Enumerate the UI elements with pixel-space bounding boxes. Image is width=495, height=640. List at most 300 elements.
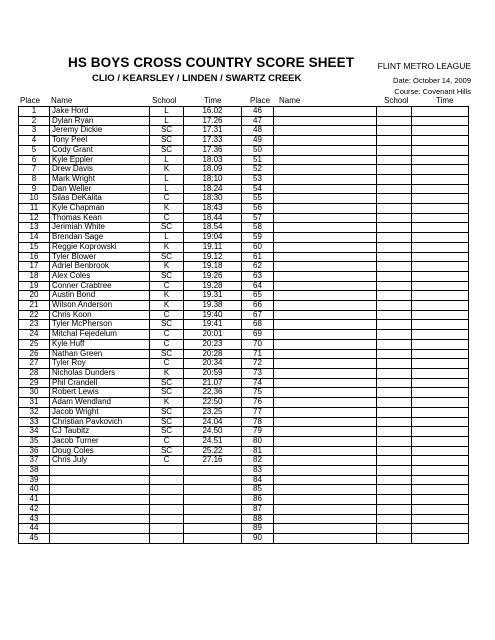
name-cell[interactable]: Nicholas Dunders: [50, 368, 150, 378]
name-cell[interactable]: [274, 475, 377, 485]
time-cell[interactable]: [412, 388, 469, 398]
time-cell[interactable]: [412, 204, 469, 214]
school-cell[interactable]: C: [150, 213, 184, 223]
name-cell[interactable]: [274, 485, 377, 495]
place-cell[interactable]: 62: [242, 262, 274, 272]
name-cell[interactable]: Chris July: [50, 456, 150, 466]
name-cell[interactable]: Phil Crandell: [50, 378, 150, 388]
school-cell[interactable]: SC: [150, 417, 184, 427]
school-cell[interactable]: [150, 475, 184, 485]
name-cell[interactable]: [274, 233, 377, 243]
time-cell[interactable]: [412, 242, 469, 252]
school-cell[interactable]: [377, 242, 412, 252]
time-cell[interactable]: [412, 398, 469, 408]
place-cell[interactable]: 26: [19, 349, 50, 359]
school-cell[interactable]: [377, 145, 412, 155]
name-cell[interactable]: Tyler McPherson: [50, 320, 150, 330]
name-cell[interactable]: [50, 485, 150, 495]
time-cell[interactable]: [412, 339, 469, 349]
school-cell[interactable]: [377, 301, 412, 311]
time-cell[interactable]: [412, 456, 469, 466]
time-cell[interactable]: 18.54: [184, 223, 242, 233]
name-cell[interactable]: Dylan Ryan: [50, 116, 150, 126]
time-cell[interactable]: [184, 495, 242, 505]
place-cell[interactable]: 10: [19, 194, 50, 204]
school-cell[interactable]: L: [150, 155, 184, 165]
name-cell[interactable]: [50, 524, 150, 534]
place-cell[interactable]: 37: [19, 456, 50, 466]
school-cell[interactable]: [150, 514, 184, 524]
school-cell[interactable]: L: [150, 174, 184, 184]
time-cell[interactable]: 19:40: [184, 310, 242, 320]
school-cell[interactable]: [377, 407, 412, 417]
school-cell[interactable]: [377, 320, 412, 330]
name-cell[interactable]: [274, 271, 377, 281]
school-cell[interactable]: K: [150, 242, 184, 252]
place-cell[interactable]: 17: [19, 262, 50, 272]
place-cell[interactable]: 69: [242, 330, 274, 340]
place-cell[interactable]: 43: [19, 514, 50, 524]
school-cell[interactable]: SC: [150, 136, 184, 146]
place-cell[interactable]: 6: [19, 155, 50, 165]
school-cell[interactable]: [377, 514, 412, 524]
place-cell[interactable]: 66: [242, 301, 274, 311]
name-cell[interactable]: Kyle Chapman: [50, 204, 150, 214]
school-cell[interactable]: [150, 524, 184, 534]
name-cell[interactable]: Brendan Sage: [50, 233, 150, 243]
place-cell[interactable]: 58: [242, 223, 274, 233]
school-cell[interactable]: [150, 485, 184, 495]
school-cell[interactable]: [377, 213, 412, 223]
time-cell[interactable]: [412, 359, 469, 369]
name-cell[interactable]: Drew Davis: [50, 165, 150, 175]
place-cell[interactable]: 56: [242, 204, 274, 214]
school-cell[interactable]: SC: [150, 223, 184, 233]
name-cell[interactable]: Cody Grant: [50, 145, 150, 155]
place-cell[interactable]: 20: [19, 291, 50, 301]
place-cell[interactable]: 12: [19, 213, 50, 223]
place-cell[interactable]: 29: [19, 378, 50, 388]
time-cell[interactable]: 18.44: [184, 213, 242, 223]
name-cell[interactable]: [274, 174, 377, 184]
place-cell[interactable]: 32: [19, 407, 50, 417]
time-cell[interactable]: 17.36: [184, 145, 242, 155]
place-cell[interactable]: 40: [19, 485, 50, 495]
time-cell[interactable]: 19.38: [184, 301, 242, 311]
place-cell[interactable]: 18: [19, 271, 50, 281]
school-cell[interactable]: K: [150, 301, 184, 311]
time-cell[interactable]: 19.18: [184, 262, 242, 272]
place-cell[interactable]: 83: [242, 466, 274, 476]
place-cell[interactable]: 19: [19, 281, 50, 291]
name-cell[interactable]: [274, 417, 377, 427]
school-cell[interactable]: [377, 368, 412, 378]
time-cell[interactable]: [184, 514, 242, 524]
name-cell[interactable]: [274, 388, 377, 398]
place-cell[interactable]: 71: [242, 349, 274, 359]
place-cell[interactable]: 61: [242, 252, 274, 262]
place-cell[interactable]: 15: [19, 242, 50, 252]
place-cell[interactable]: 5: [19, 145, 50, 155]
name-cell[interactable]: Mark Wright: [50, 174, 150, 184]
school-cell[interactable]: L: [150, 107, 184, 117]
school-cell[interactable]: [377, 388, 412, 398]
place-cell[interactable]: 55: [242, 194, 274, 204]
place-cell[interactable]: 39: [19, 475, 50, 485]
school-cell[interactable]: [377, 485, 412, 495]
time-cell[interactable]: [412, 407, 469, 417]
time-cell[interactable]: [412, 107, 469, 117]
name-cell[interactable]: [274, 301, 377, 311]
school-cell[interactable]: K: [150, 398, 184, 408]
school-cell[interactable]: C: [150, 194, 184, 204]
time-cell[interactable]: 18.24: [184, 184, 242, 194]
name-cell[interactable]: [274, 281, 377, 291]
place-cell[interactable]: 67: [242, 310, 274, 320]
name-cell[interactable]: Reggie Koprowski: [50, 242, 150, 252]
name-cell[interactable]: [274, 368, 377, 378]
place-cell[interactable]: 87: [242, 504, 274, 514]
school-cell[interactable]: [377, 339, 412, 349]
school-cell[interactable]: [377, 281, 412, 291]
time-cell[interactable]: [412, 378, 469, 388]
place-cell[interactable]: 27: [19, 359, 50, 369]
place-cell[interactable]: 44: [19, 524, 50, 534]
school-cell[interactable]: [377, 116, 412, 126]
name-cell[interactable]: Jerimiah White: [50, 223, 150, 233]
name-cell[interactable]: [50, 475, 150, 485]
place-cell[interactable]: 42: [19, 504, 50, 514]
place-cell[interactable]: 68: [242, 320, 274, 330]
name-cell[interactable]: [274, 495, 377, 505]
time-cell[interactable]: [412, 262, 469, 272]
school-cell[interactable]: [377, 533, 412, 543]
place-cell[interactable]: 90: [242, 533, 274, 543]
place-cell[interactable]: 1: [19, 107, 50, 117]
school-cell[interactable]: L: [150, 116, 184, 126]
place-cell[interactable]: 50: [242, 145, 274, 155]
school-cell[interactable]: [377, 155, 412, 165]
place-cell[interactable]: 84: [242, 475, 274, 485]
name-cell[interactable]: [274, 514, 377, 524]
name-cell[interactable]: [50, 514, 150, 524]
time-cell[interactable]: [412, 475, 469, 485]
school-cell[interactable]: C: [150, 436, 184, 446]
name-cell[interactable]: Jacob Turner: [50, 436, 150, 446]
name-cell[interactable]: Kyle Huff: [50, 339, 150, 349]
school-cell[interactable]: SC: [150, 252, 184, 262]
time-cell[interactable]: 19.12: [184, 252, 242, 262]
time-cell[interactable]: 19.11: [184, 242, 242, 252]
school-cell[interactable]: [150, 495, 184, 505]
place-cell[interactable]: 86: [242, 495, 274, 505]
time-cell[interactable]: 17.31: [184, 126, 242, 136]
time-cell[interactable]: [184, 475, 242, 485]
time-cell[interactable]: [412, 223, 469, 233]
place-cell[interactable]: 79: [242, 427, 274, 437]
place-cell[interactable]: 54: [242, 184, 274, 194]
place-cell[interactable]: 33: [19, 417, 50, 427]
place-cell[interactable]: 64: [242, 281, 274, 291]
name-cell[interactable]: [274, 427, 377, 437]
school-cell[interactable]: SC: [150, 271, 184, 281]
school-cell[interactable]: SC: [150, 145, 184, 155]
place-cell[interactable]: 30: [19, 388, 50, 398]
school-cell[interactable]: SC: [150, 320, 184, 330]
place-cell[interactable]: 53: [242, 174, 274, 184]
name-cell[interactable]: [274, 116, 377, 126]
school-cell[interactable]: [150, 466, 184, 476]
name-cell[interactable]: [274, 252, 377, 262]
name-cell[interactable]: [274, 524, 377, 534]
place-cell[interactable]: 60: [242, 242, 274, 252]
school-cell[interactable]: SC: [150, 378, 184, 388]
place-cell[interactable]: 85: [242, 485, 274, 495]
place-cell[interactable]: 48: [242, 126, 274, 136]
place-cell[interactable]: 52: [242, 165, 274, 175]
place-cell[interactable]: 9: [19, 184, 50, 194]
time-cell[interactable]: 20:28: [184, 349, 242, 359]
time-cell[interactable]: 19.28: [184, 281, 242, 291]
place-cell[interactable]: 47: [242, 116, 274, 126]
school-cell[interactable]: SC: [150, 407, 184, 417]
school-cell[interactable]: [150, 533, 184, 543]
name-cell[interactable]: Silas DeKalita: [50, 194, 150, 204]
time-cell[interactable]: 22.36: [184, 388, 242, 398]
place-cell[interactable]: 77: [242, 407, 274, 417]
school-cell[interactable]: L: [150, 184, 184, 194]
name-cell[interactable]: Jacob Wright: [50, 407, 150, 417]
name-cell[interactable]: Nathan Green: [50, 349, 150, 359]
name-cell[interactable]: Tyler Roy: [50, 359, 150, 369]
time-cell[interactable]: [412, 514, 469, 524]
place-cell[interactable]: 8: [19, 174, 50, 184]
school-cell[interactable]: [377, 475, 412, 485]
school-cell[interactable]: [377, 107, 412, 117]
name-cell[interactable]: [274, 436, 377, 446]
name-cell[interactable]: Chris Koon: [50, 310, 150, 320]
place-cell[interactable]: 88: [242, 514, 274, 524]
time-cell[interactable]: 25.22: [184, 446, 242, 456]
name-cell[interactable]: [274, 223, 377, 233]
school-cell[interactable]: C: [150, 310, 184, 320]
name-cell[interactable]: Adam Wendland: [50, 398, 150, 408]
time-cell[interactable]: 18:10: [184, 174, 242, 184]
time-cell[interactable]: [412, 281, 469, 291]
name-cell[interactable]: [274, 310, 377, 320]
name-cell[interactable]: [274, 378, 377, 388]
place-cell[interactable]: 25: [19, 339, 50, 349]
time-cell[interactable]: 16.02: [184, 107, 242, 117]
place-cell[interactable]: 63: [242, 271, 274, 281]
time-cell[interactable]: [412, 301, 469, 311]
time-cell[interactable]: [412, 174, 469, 184]
time-cell[interactable]: [184, 466, 242, 476]
name-cell[interactable]: [274, 194, 377, 204]
name-cell[interactable]: Alex Coles: [50, 271, 150, 281]
name-cell[interactable]: [274, 359, 377, 369]
name-cell[interactable]: [274, 145, 377, 155]
time-cell[interactable]: 24.04: [184, 417, 242, 427]
time-cell[interactable]: [412, 330, 469, 340]
time-cell[interactable]: 20:01: [184, 330, 242, 340]
name-cell[interactable]: [274, 349, 377, 359]
school-cell[interactable]: C: [150, 456, 184, 466]
time-cell[interactable]: 18.03: [184, 155, 242, 165]
time-cell[interactable]: [412, 126, 469, 136]
place-cell[interactable]: 21: [19, 301, 50, 311]
time-cell[interactable]: 18.09: [184, 165, 242, 175]
school-cell[interactable]: [377, 504, 412, 514]
time-cell[interactable]: [184, 504, 242, 514]
name-cell[interactable]: [274, 504, 377, 514]
place-cell[interactable]: 70: [242, 339, 274, 349]
time-cell[interactable]: [412, 466, 469, 476]
time-cell[interactable]: [184, 524, 242, 534]
time-cell[interactable]: 24.50: [184, 427, 242, 437]
name-cell[interactable]: [274, 136, 377, 146]
place-cell[interactable]: 49: [242, 136, 274, 146]
place-cell[interactable]: 14: [19, 233, 50, 243]
place-cell[interactable]: 78: [242, 417, 274, 427]
place-cell[interactable]: 45: [19, 533, 50, 543]
school-cell[interactable]: SC: [150, 427, 184, 437]
time-cell[interactable]: 18:30: [184, 194, 242, 204]
name-cell[interactable]: Adriel Benbrook: [50, 262, 150, 272]
place-cell[interactable]: 57: [242, 213, 274, 223]
time-cell[interactable]: [412, 310, 469, 320]
place-cell[interactable]: 59: [242, 233, 274, 243]
school-cell[interactable]: [377, 204, 412, 214]
school-cell[interactable]: [377, 524, 412, 534]
time-cell[interactable]: [412, 213, 469, 223]
name-cell[interactable]: [274, 446, 377, 456]
time-cell[interactable]: [412, 427, 469, 437]
name-cell[interactable]: Robert Lewis: [50, 388, 150, 398]
time-cell[interactable]: 19.31: [184, 291, 242, 301]
time-cell[interactable]: 20:34: [184, 359, 242, 369]
place-cell[interactable]: 22: [19, 310, 50, 320]
name-cell[interactable]: Jeremy Dickie: [50, 126, 150, 136]
school-cell[interactable]: [377, 378, 412, 388]
place-cell[interactable]: 82: [242, 456, 274, 466]
school-cell[interactable]: [377, 262, 412, 272]
name-cell[interactable]: [274, 533, 377, 543]
place-cell[interactable]: 31: [19, 398, 50, 408]
time-cell[interactable]: [412, 271, 469, 281]
name-cell[interactable]: Doug Coles: [50, 446, 150, 456]
school-cell[interactable]: [150, 504, 184, 514]
time-cell[interactable]: [412, 436, 469, 446]
time-cell[interactable]: [412, 184, 469, 194]
school-cell[interactable]: SC: [150, 349, 184, 359]
school-cell[interactable]: C: [150, 339, 184, 349]
place-cell[interactable]: 41: [19, 495, 50, 505]
time-cell[interactable]: [412, 116, 469, 126]
time-cell[interactable]: [412, 446, 469, 456]
school-cell[interactable]: [377, 398, 412, 408]
time-cell[interactable]: 24.51: [184, 436, 242, 446]
time-cell[interactable]: [412, 368, 469, 378]
time-cell[interactable]: 19:04: [184, 233, 242, 243]
time-cell[interactable]: 18:43: [184, 204, 242, 214]
name-cell[interactable]: [50, 495, 150, 505]
name-cell[interactable]: CJ Taubitz: [50, 427, 150, 437]
school-cell[interactable]: L: [150, 233, 184, 243]
name-cell[interactable]: Christian Pavkovich: [50, 417, 150, 427]
place-cell[interactable]: 13: [19, 223, 50, 233]
school-cell[interactable]: [377, 446, 412, 456]
school-cell[interactable]: [377, 126, 412, 136]
time-cell[interactable]: [184, 485, 242, 495]
school-cell[interactable]: C: [150, 330, 184, 340]
place-cell[interactable]: 46: [242, 107, 274, 117]
school-cell[interactable]: [377, 165, 412, 175]
name-cell[interactable]: Dan Weller: [50, 184, 150, 194]
place-cell[interactable]: 7: [19, 165, 50, 175]
name-cell[interactable]: [274, 407, 377, 417]
school-cell[interactable]: [377, 417, 412, 427]
place-cell[interactable]: 81: [242, 446, 274, 456]
name-cell[interactable]: [50, 466, 150, 476]
name-cell[interactable]: Austin Bond: [50, 291, 150, 301]
name-cell[interactable]: Wilson Anderson: [50, 301, 150, 311]
school-cell[interactable]: [377, 194, 412, 204]
time-cell[interactable]: 20:23: [184, 339, 242, 349]
name-cell[interactable]: [274, 456, 377, 466]
time-cell[interactable]: [412, 349, 469, 359]
school-cell[interactable]: [377, 330, 412, 340]
place-cell[interactable]: 38: [19, 466, 50, 476]
name-cell[interactable]: [274, 242, 377, 252]
school-cell[interactable]: C: [150, 359, 184, 369]
name-cell[interactable]: [274, 262, 377, 272]
school-cell[interactable]: [377, 291, 412, 301]
time-cell[interactable]: [412, 533, 469, 543]
time-cell[interactable]: [184, 533, 242, 543]
name-cell[interactable]: [50, 533, 150, 543]
time-cell[interactable]: [412, 252, 469, 262]
school-cell[interactable]: SC: [150, 388, 184, 398]
school-cell[interactable]: [377, 456, 412, 466]
time-cell[interactable]: 21.07: [184, 378, 242, 388]
time-cell[interactable]: 23.25: [184, 407, 242, 417]
school-cell[interactable]: [377, 184, 412, 194]
school-cell[interactable]: [377, 223, 412, 233]
place-cell[interactable]: 34: [19, 427, 50, 437]
time-cell[interactable]: 19.26: [184, 271, 242, 281]
name-cell[interactable]: [274, 126, 377, 136]
name-cell[interactable]: [274, 107, 377, 117]
time-cell[interactable]: 27.16: [184, 456, 242, 466]
place-cell[interactable]: 73: [242, 368, 274, 378]
name-cell[interactable]: [274, 330, 377, 340]
place-cell[interactable]: 2: [19, 116, 50, 126]
place-cell[interactable]: 51: [242, 155, 274, 165]
time-cell[interactable]: 22:50: [184, 398, 242, 408]
school-cell[interactable]: [377, 427, 412, 437]
time-cell[interactable]: [412, 155, 469, 165]
school-cell[interactable]: [377, 310, 412, 320]
name-cell[interactable]: [274, 184, 377, 194]
time-cell[interactable]: 17.33: [184, 136, 242, 146]
school-cell[interactable]: SC: [150, 446, 184, 456]
place-cell[interactable]: 75: [242, 388, 274, 398]
school-cell[interactable]: K: [150, 204, 184, 214]
school-cell[interactable]: [377, 359, 412, 369]
place-cell[interactable]: 74: [242, 378, 274, 388]
place-cell[interactable]: 35: [19, 436, 50, 446]
